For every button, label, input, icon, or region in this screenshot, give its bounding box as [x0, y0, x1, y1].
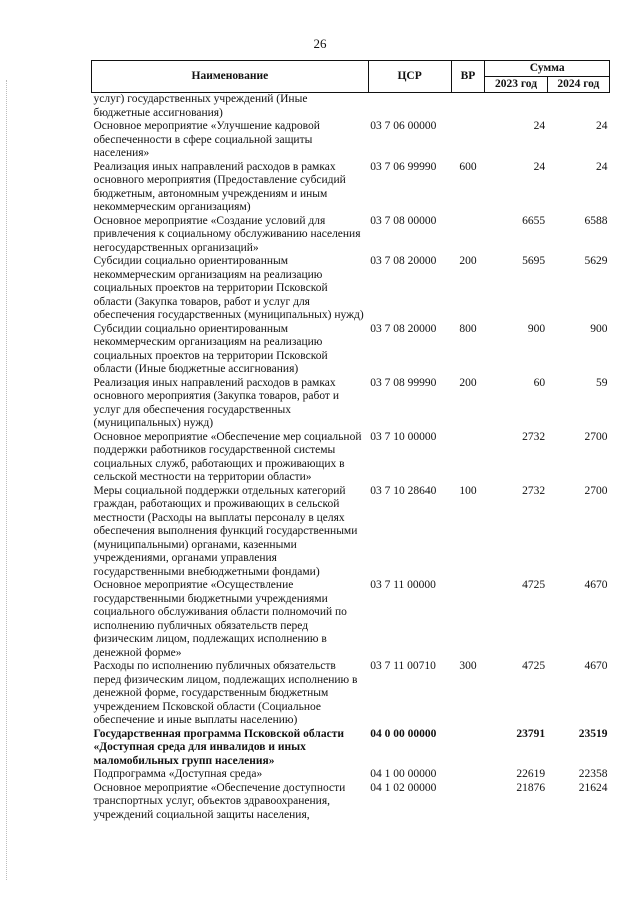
row-vr-code: [451, 728, 485, 769]
row-name: Субсидии социально ориентированным некоммерческим организациям на реализацию социальных проектов на территории Псковской области (Закупка товаров, работ и услуг для обеспечения государственных (муниципальных) нужд): [93, 255, 364, 321]
row-vr-code: [451, 93, 485, 121]
row-sum-2023: 6655: [522, 214, 546, 227]
row-sum-2024: 4670: [584, 579, 608, 591]
header-vr: ВР: [451, 61, 485, 93]
row-sum-2024: 2700: [584, 484, 608, 497]
table-row: [92, 323, 610, 377]
row-sum-2024: 59: [596, 376, 608, 389]
row-sum-2024: 24: [596, 120, 608, 132]
row-sum-2024: 24: [596, 160, 608, 173]
row-csr-code: [368, 93, 451, 121]
row-vr-code: [451, 431, 485, 485]
row-csr-code: 04 1 02 00000: [370, 781, 437, 794]
row-csr-code: 03 7 11 00710: [370, 660, 436, 672]
row-name: Расходы по исполнению публичных обязательств перед физическим лицом, подлежащих исполнению в денежной форме, государственным бюджетным учреждением Псковской области (Социальное обеспечение и иные выплаты населению): [93, 660, 358, 726]
row-csr-code: 04 1 00 00000: [370, 768, 437, 780]
row-vr-code: [451, 215, 485, 256]
row-name: Основное мероприятие «Обеспечение доступности транспортных услуг, объектов здравоохранения, учреждений социальной защиты населения,: [93, 781, 346, 821]
row-sum-2024: 2700: [584, 430, 608, 443]
row-sum-2023: 900: [527, 322, 546, 335]
header-sum: Сумма: [485, 61, 610, 77]
row-sum-2024: 6588: [584, 214, 608, 227]
row-sum-2023: 24: [533, 160, 546, 173]
table-row: [92, 93, 610, 121]
row-name: Реализация иных направлений расходов в рамках основного мероприятия (Предоставление субсидий бюджетным, автономным учреждениям и иным некоммерческим организациям): [93, 160, 346, 213]
row-csr-code: 03 7 08 00000: [370, 214, 437, 227]
row-vr-code: 100: [459, 484, 477, 497]
row-sum-2023: 24: [533, 120, 546, 132]
row-sum-2024: 4670: [584, 660, 608, 672]
row-name: Субсидии социально ориентированным некоммерческим организациям на реализацию социальных проектов на территории Псковской области (Иные бюджетные ассигнования): [93, 322, 328, 375]
row-sum-2023: [485, 93, 547, 121]
row-csr-code: 03 7 08 99990: [370, 376, 437, 389]
table-row: [92, 377, 610, 431]
row-csr-code: 04 0 00 00000: [370, 727, 437, 740]
row-sum-2023: 60: [533, 376, 546, 389]
row-sum-2024: [547, 93, 609, 121]
row-sum-2023: 5695: [522, 255, 546, 267]
row-sum-2023: 22619: [516, 768, 546, 780]
table-row: [92, 579, 610, 660]
row-vr-code: [451, 120, 485, 161]
page-number: 26: [313, 36, 327, 51]
header-year-2023: 2023 год: [485, 77, 547, 93]
row-sum-2023: 2732: [522, 430, 546, 443]
row-name: Меры социальной поддержки отдельных категорий граждан, работающих и проживающих в сельской местности (Расходы на выплаты персоналу в целях обеспечения выполнения функций государственными (муниципальными) органами, казенными учреждениями, органами управления государственными внебюджетными фондами): [93, 484, 358, 578]
row-vr-code: [451, 579, 485, 660]
row-sum-2024: 5629: [584, 255, 608, 267]
row-name: Реализация иных направлений расходов в рамках основного мероприятия (Закупка товаров, работ и услуг для обеспечения государственных (муниципальных) нужд): [93, 376, 339, 429]
budget-table: [91, 60, 610, 822]
row-vr-code: 800: [459, 322, 477, 335]
row-sum-2023: 2732: [522, 484, 546, 497]
scan-edge: [6, 80, 8, 880]
row-csr-code: 03 7 10 00000: [370, 430, 437, 443]
row-csr-code: 03 7 06 00000: [370, 120, 437, 132]
table-row: [92, 485, 610, 580]
row-name: услуг) государственных учреждений (Иные бюджетные ассигнования): [93, 93, 308, 119]
table-row: [92, 431, 610, 485]
table-row: [92, 782, 610, 823]
row-sum-2024: 23519: [578, 727, 608, 740]
row-sum-2023: 4725: [522, 579, 546, 591]
row-name: Подпрограмма «Доступная среда»: [93, 768, 263, 780]
header-year-2024: 2024 год: [547, 77, 609, 93]
row-vr-code: 600: [459, 160, 477, 173]
row-name: Основное мероприятие «Улучшение кадровой обеспеченности в сфере социальной защиты населения»: [93, 120, 320, 159]
table-row: [92, 728, 610, 769]
header-name: Наименование: [92, 61, 369, 93]
row-csr-code: 03 7 11 00000: [370, 579, 436, 591]
table-row: [92, 660, 610, 728]
table-body: [92, 93, 610, 823]
table-row: [92, 161, 610, 215]
row-name: Основное мероприятие «Осуществление государственными бюджетными учреждениями социального обслуживания области полномочий по исполнению публичных обязательств перед физическим лицом, подлежащих исполнению в денежной форме»: [93, 579, 347, 659]
table-row: [92, 120, 610, 161]
table-row: [92, 255, 610, 323]
row-vr-code: 200: [459, 376, 477, 389]
row-csr-code: 03 7 08 20000: [370, 322, 437, 335]
row-vr-code: [451, 782, 485, 823]
row-csr-code: 03 7 10 28640: [370, 484, 437, 497]
row-sum-2024: 21624: [578, 781, 608, 794]
row-sum-2024: 900: [590, 322, 608, 335]
header-csr: ЦСР: [368, 61, 451, 93]
row-vr-code: 300: [459, 660, 477, 672]
table-row: [92, 768, 610, 782]
row-sum-2024: 22358: [578, 768, 608, 780]
row-name: Государственная программа Псковской области «Доступная среда для инвалидов и иных маломобильных групп населения»: [93, 727, 344, 767]
row-sum-2023: 21876: [516, 781, 546, 794]
row-name: Основное мероприятие «Обеспечение мер социальной поддержки работников государственной системы социальных служб, работающих и проживающих в сельской местности на территории области»: [93, 430, 362, 483]
row-name: Основное мероприятие «Создание условий для привлечения к социальному обслуживанию населения негосударственных организаций»: [93, 214, 361, 254]
row-csr-code: 03 7 06 99990: [370, 160, 437, 173]
row-vr-code: [451, 768, 485, 782]
row-vr-code: 200: [459, 255, 477, 267]
row-sum-2023: 4725: [522, 660, 546, 672]
row-csr-code: 03 7 08 20000: [370, 255, 437, 267]
row-sum-2023: 23791: [516, 727, 546, 740]
table-row: [92, 215, 610, 256]
